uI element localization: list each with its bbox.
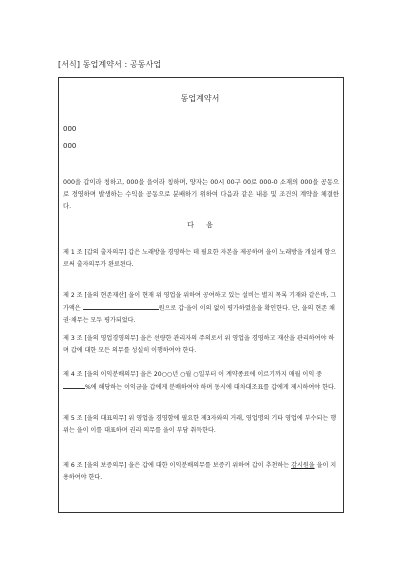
- article-label: 제 5 조 [을의 대표의무]: [63, 415, 127, 422]
- article-text: 을이 지용하여야 한다.: [63, 462, 337, 481]
- article-1: [63, 247, 339, 271]
- article-label: 제 6 조 [을의 보증의무]: [63, 462, 127, 469]
- article-underlined-text: 감시원을: [291, 462, 315, 469]
- article-text: 원으로 갑·을이 이의 없이 평가하였음을 확인한다. 단, 을의 현존 채권·채무는 모두 평가되었다.: [63, 305, 335, 324]
- article-5: [63, 413, 339, 437]
- percent-blank: [63, 381, 85, 389]
- article-text: 을은 갑에 대한 이익분배의무를 보증키 위하여 갑이 추천하는: [128, 462, 290, 469]
- article-text: 을이 현재 위 영업을 위하여 공여하고 있는 설비는 별지 목록 기재와 같은바, 그 가액은: [63, 292, 337, 312]
- article-label: 제 1 조 [갑의 출자의무]: [63, 249, 127, 256]
- article-3: [63, 333, 339, 357]
- form-header: [서식] 동업계약서 : 공동사업: [58, 60, 162, 69]
- contract-intro: 000을 갑이라 칭하고, 000을 을이라 칭하며, 양자는 00시 00구 00로 000-0 소재의 000을 공동으로 경영하며 발생하는 수익을 공동으로 분배하기 위하여 다음과 같은 내용 및 조건의 계약을 체결한다.: [63, 179, 339, 210]
- article-text: 갑은 노래방을 경영하는 데 필요한 자본을 제공하며 을이 노래방을 개설케 함으로써 출자의무가 완료된다.: [63, 249, 337, 268]
- party-a: 000: [63, 125, 77, 133]
- article-text: 위 영업을 경영함에 필요한 제3자와의 거래, 영업명의 기타 영업에 부수되는 행위는 을이 이를 대표하며 권리 의무를 을이 부담 취득한다.: [63, 415, 337, 434]
- amount-blank: [83, 302, 159, 310]
- article-4: [63, 369, 339, 394]
- document-title: 동업계약서: [180, 94, 220, 103]
- party-b: 000: [63, 142, 77, 150]
- section-heading: 다 음: [187, 221, 213, 229]
- article-label: 제 2 조 [을의 현존재산]: [63, 292, 127, 299]
- article-label: 제 3 조 [을의 영업경영의무]: [63, 335, 139, 342]
- article-text: 을은 20○○년 ○월 ○일부터 이 계약종료에 이르기까지 매월 이익 중: [140, 371, 323, 378]
- article-6: [63, 460, 339, 484]
- article-text: %에 해당하는 이익금을 갑에게 분배하여야 하며 동시에 대차대조표를 갑에게 제시하여야 한다.: [85, 384, 336, 391]
- article-label: 제 4 조 [을의 이익분배의무]: [63, 371, 139, 378]
- article-text: 을은 선량한 관리자의 주의로서 위 영업을 경영하고 재산을 관리하여야 하며 갑에 대한 모든 의무를 성실히 이행하여야 한다.: [63, 335, 335, 354]
- article-2: [63, 290, 339, 327]
